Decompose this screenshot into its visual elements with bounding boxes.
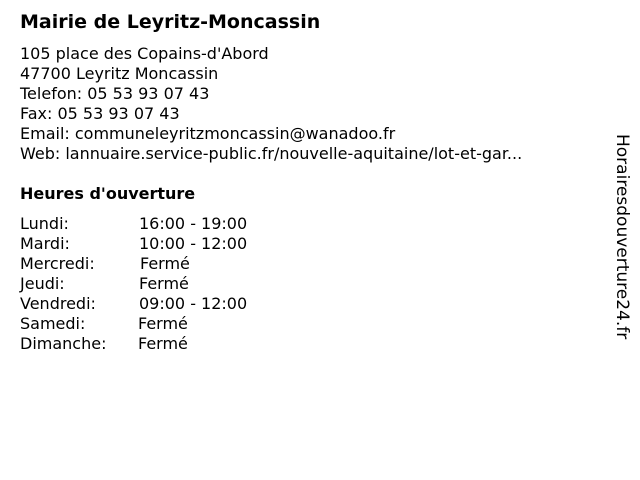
day-hours: Fermé	[139, 274, 189, 293]
site-watermark: Horairesdouverture24.fr	[612, 134, 632, 340]
day-hours: 09:00 - 12:00	[139, 294, 248, 313]
website-url: Web: lannuaire.service-public.fr/nouvelle-aquitaine/lot-et-gar...	[20, 144, 523, 163]
street-address: 105 place des Copains-d'Abord	[20, 44, 269, 63]
city-address: 47700 Leyritz Moncassin	[20, 64, 219, 83]
day-hours: Fermé	[138, 314, 188, 333]
day-hours: Fermé	[140, 254, 190, 273]
page-title: Mairie de Leyritz-Moncassin	[20, 11, 321, 33]
day-label: Mercredi:	[20, 254, 95, 273]
day-hours: 10:00 - 12:00	[139, 234, 248, 253]
opening-hours-heading: Heures d'ouverture	[20, 184, 196, 203]
contact-block	[20, 44, 522, 164]
day-label: Lundi:	[20, 214, 69, 233]
phone-number: Telefon: 05 53 93 07 43	[20, 84, 210, 103]
day-label: Mardi:	[20, 234, 70, 253]
day-label: Jeudi:	[20, 274, 65, 293]
day-label: Dimanche:	[20, 334, 107, 353]
day-hours: Fermé	[138, 334, 188, 353]
fax-number: Fax: 05 53 93 07 43	[20, 104, 180, 123]
email-address: Email: communeleyritzmoncassin@wanadoo.fr	[20, 124, 396, 143]
day-hours: 16:00 - 19:00	[139, 214, 248, 233]
day-label: Samedi:	[20, 314, 86, 333]
day-label: Vendredi:	[20, 294, 96, 313]
